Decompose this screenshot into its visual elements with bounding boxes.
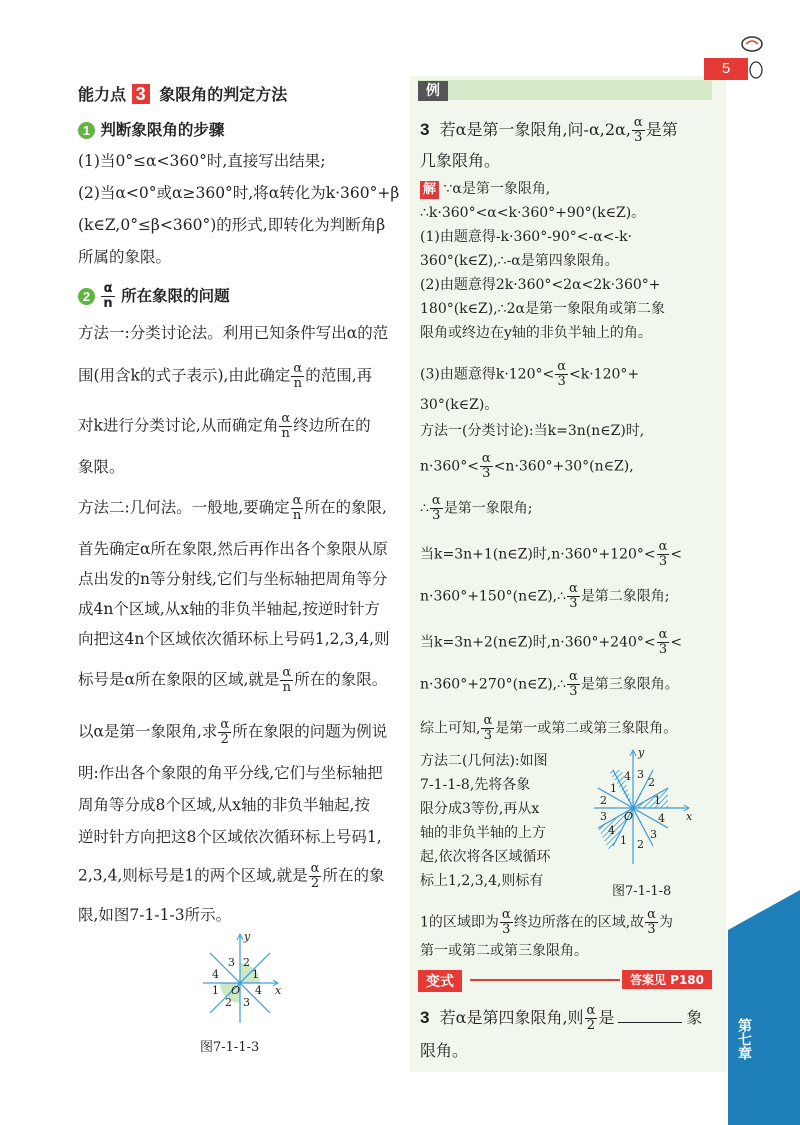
variant-question-line: 3 若α是第四象限角,则 $\frac{\alpha}{2}$ 是 象 — [420, 1003, 703, 1033]
solution-line: 当k=3n+1(n∈Z)时,n·360°+120°< $\frac{\alpha}{3}$ < — [420, 539, 683, 569]
text-line: 所属的象限。 — [78, 248, 172, 266]
figure-7-1-1-8 — [588, 744, 698, 876]
region-label: 4 — [658, 812, 665, 825]
solution-line: 标上1,2,3,4,则标有 — [420, 873, 544, 889]
answer-blank[interactable] — [618, 1006, 682, 1023]
text-line: 点出发的n等分射线,它们与坐标轴把周角等分 — [78, 570, 388, 588]
text-line: 首先确定α所在象限,然后再作出各个象限从原 — [78, 540, 388, 558]
text-line: 标号是α所在象限的区域,就是 $\frac{\alpha}{n}$ 所在的象限。 — [78, 665, 388, 695]
text-line: 2,3,4,则标号是1的两个区域,就是 $\frac{\alpha}{2}$ 所在的象 — [78, 861, 385, 891]
region-label: 2 — [600, 794, 607, 807]
solution-line: n·360°+270°(n∈Z),∴ $\frac{\alpha}{3}$ 是第三象限角。 — [420, 669, 679, 699]
text-line: 向把这4n个区域依次循环标上号码1,2,3,4,则 — [78, 630, 390, 648]
region-label: 3 — [600, 810, 607, 823]
solution-line: ∴k·360°<α<k·360°+90°(k∈Z)。 — [420, 205, 646, 221]
example-header-bar — [418, 80, 712, 100]
solution-line: 解 ∵α是第一象限角, — [420, 178, 550, 200]
solution-line: 综上可知, $\frac{\alpha}{3}$ 是第一或第二或第三象限角。 — [420, 713, 678, 743]
example-label: 例 — [418, 81, 448, 101]
region-label: 1 — [252, 968, 259, 981]
text-line: 象限。 — [78, 458, 125, 476]
region-label: 2 — [637, 838, 644, 851]
question-line: 几象限角。 — [420, 151, 501, 170]
solution-line: n·360°< $\frac{\alpha}{3}$ <n·360°+30°(n∈Z), — [420, 451, 634, 481]
solution-line: ∴ $\frac{\alpha}{3}$ 是第一象限角; — [420, 493, 533, 523]
subheading-2: 2 $\frac{\alpha}{n}$ 所在象限的问题 — [78, 282, 230, 311]
subheading-number: 2 — [78, 288, 95, 305]
region-label: 2 — [225, 996, 232, 1009]
solution-line: 方法一(分类讨论):当k=3n(n∈Z)时, — [420, 423, 645, 439]
region-label: 4 — [608, 824, 615, 837]
solution-line: 7-1-1-8,先将各象 — [420, 777, 531, 793]
region-label: 1 — [654, 794, 661, 807]
page-number: 5 — [721, 60, 731, 77]
region-label: 2 — [243, 956, 250, 969]
text-line: 方法一:分类讨论法。利用已知条件写出α的范 — [78, 324, 389, 342]
region-label: 3 — [243, 996, 250, 1009]
fraction: $\frac{\alpha}{n}$ — [103, 281, 113, 311]
region-label: 3 — [228, 956, 235, 969]
answer-reference: 答案见 P180 — [622, 970, 712, 989]
region-label: 1 — [620, 834, 627, 847]
figure-caption: 图7-1-1-3 — [200, 1040, 260, 1055]
mascot-icon — [738, 34, 778, 82]
text-line: 对k进行分类讨论,从而确定角 $\frac{\alpha}{n}$ 终边所在的 — [78, 411, 371, 441]
region-label: 1 — [610, 782, 617, 795]
origin-label: O — [624, 810, 634, 823]
solution-line: 限角或终边在y轴的非负半轴上的角。 — [420, 325, 652, 341]
text-line: 逆时针方向把这8个区域依次循环标上号码1, — [78, 828, 382, 846]
axis-x-label: x — [686, 810, 693, 823]
variant-bar — [418, 970, 712, 990]
solution-line: 当k=3n+2(n∈Z)时,n·360°+240°< $\frac{\alpha}{3}$ < — [420, 627, 683, 657]
variant-label: 变式 — [418, 970, 462, 992]
region-label: 3 — [650, 828, 657, 841]
solution-line: (1)由题意得-k·360°-90°<-α<-k· — [420, 229, 633, 245]
solution-line: (3)由题意得k·120°< $\frac{\alpha}{3}$ <k·120°+ — [420, 359, 640, 389]
axis-x-label: x — [275, 984, 282, 997]
text-line: (k∈Z,0°≤β<360°)的形式,即转化为判断角β — [78, 216, 386, 234]
origin-label: O — [231, 984, 241, 997]
region-label: 3 — [637, 768, 644, 781]
solution-line: 第一或第二或第三象限角。 — [420, 943, 588, 959]
text-line: 方法二:几何法。一般地,要确定 $\frac{\alpha}{n}$ 所在的象限, — [78, 493, 387, 523]
figure-7-1-1-3 — [195, 928, 285, 1028]
axis-y-label: y — [638, 746, 645, 759]
text-line: (1)当0°≤α<360°时,直接写出结果; — [78, 152, 326, 170]
solution-label: 解 — [420, 181, 439, 199]
solution-line: 180°(k∈Z),∴2α是第一象限角或第二象 — [420, 301, 665, 317]
chapter-tab-label: 第七章 — [736, 1018, 752, 1060]
subheading-1: 1 判断象限角的步骤 — [78, 118, 224, 140]
solution-line: 1的区域即为 $\frac{\alpha}{3}$ 终边所落在的区域,故 $\frac{\alpha}{3}$ 为 — [420, 907, 673, 937]
text-line: (2)当α<0°或α≥360°时,将α转化为k·360°+β — [78, 184, 400, 202]
question-line: 3 若α是第一象限角,问-α,2α, $\frac{\alpha}{3}$ 是第 — [420, 115, 678, 145]
solution-line: 360°(k∈Z),∴-α是第四象限角。 — [420, 253, 619, 269]
text-line: 成4n个区域,从x轴的非负半轴起,按逆时针方 — [78, 600, 380, 618]
solution-line: (2)由题意得2k·360°<2α<2k·360°+ — [420, 277, 661, 293]
solution-line: n·360°+150°(n∈Z),∴ $\frac{\alpha}{3}$ 是第二象限角; — [420, 581, 670, 611]
variant-question-line: 限角。 — [420, 1041, 469, 1060]
region-label: 4 — [255, 984, 262, 997]
chapter-tab-shape — [728, 890, 800, 1125]
text-line: 限,如图7-1-1-3所示。 — [78, 906, 232, 924]
solution-line: 轴的非负半轴的上方 — [420, 825, 546, 841]
solution-line: 限分成3等份,再从x — [420, 801, 540, 817]
region-label: 2 — [648, 776, 655, 789]
region-label: 4 — [212, 968, 219, 981]
axis-y-label: y — [244, 930, 251, 943]
solution-line: 30°(k∈Z)。 — [420, 397, 499, 413]
section-heading: 能力点 3 象限角的判定方法 — [78, 84, 288, 104]
solution-line: 方法二(几何法):如图 — [420, 753, 548, 769]
variant-rule — [470, 979, 620, 981]
text-line: 明:作出各个象限的角平分线,它们与坐标轴把 — [78, 764, 383, 782]
heading-number-badge: 3 — [132, 84, 150, 104]
text-line: 周角等分成8个区域,从x轴的非负半轴起,按 — [78, 796, 370, 814]
text-line: 以α是第一象限角,求 $\frac{\alpha}{2}$ 所在象限的问题为例说 — [78, 717, 388, 747]
text-line: 围(用含k的式子表示),由此确定 $\frac{\alpha}{n}$ 的范围,再 — [78, 361, 373, 391]
solution-line: 起,依次将各区域循环 — [420, 849, 551, 865]
figure-caption: 图7-1-1-8 — [612, 884, 672, 899]
region-label: 4 — [624, 770, 631, 783]
region-label: 1 — [212, 984, 219, 997]
subheading-number: 1 — [78, 122, 95, 139]
